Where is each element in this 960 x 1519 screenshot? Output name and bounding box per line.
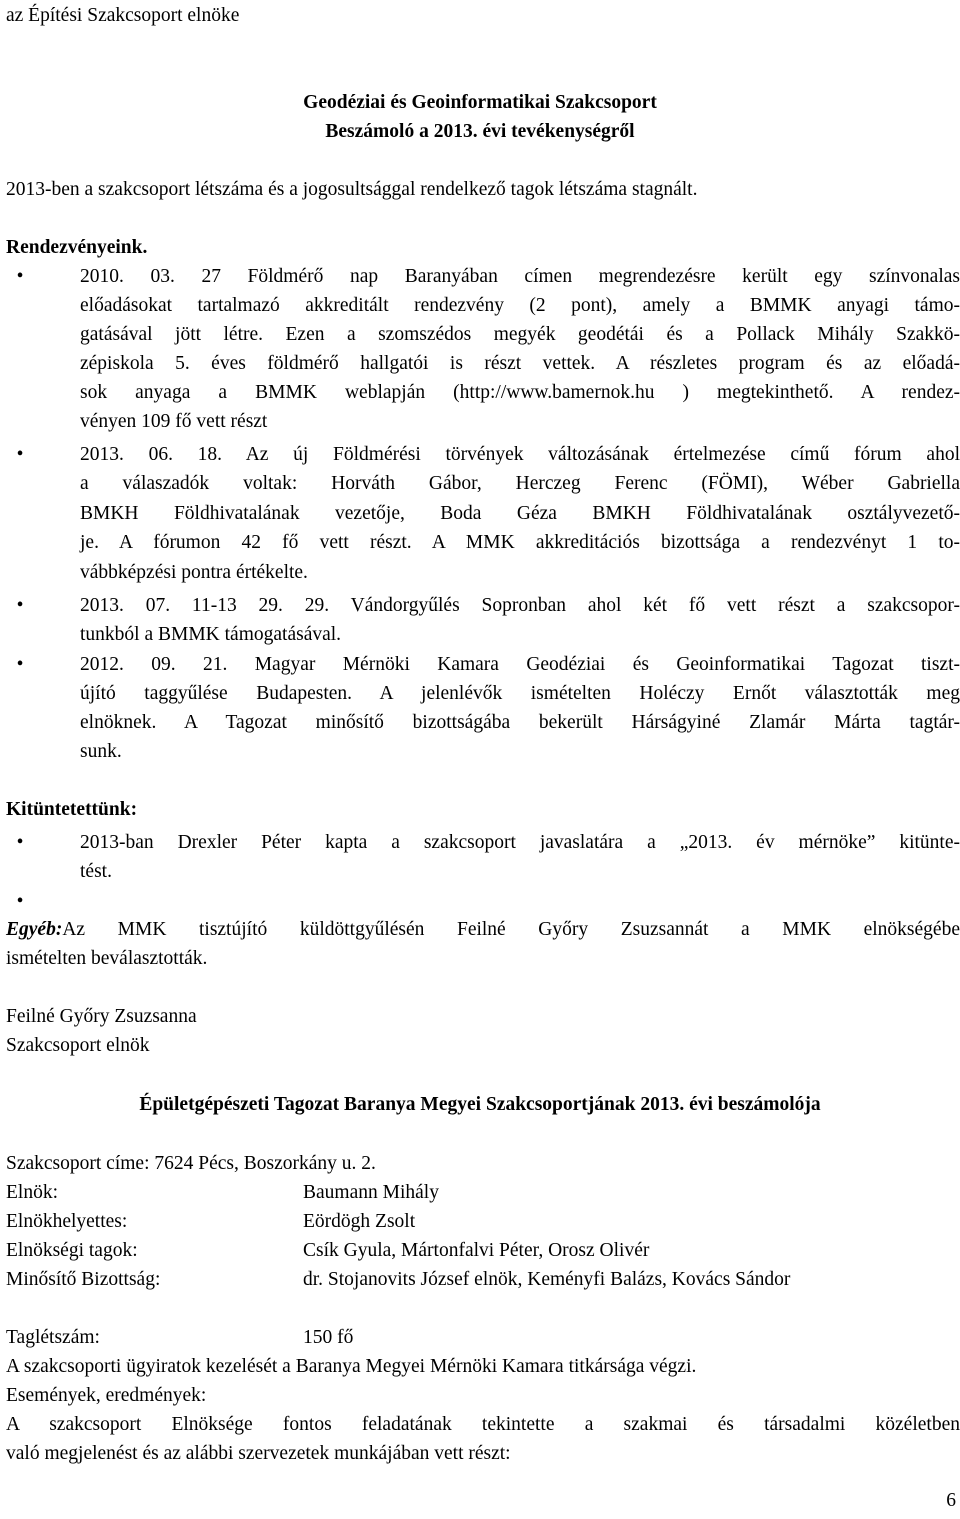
bullet1-line: vényen 109 fő vett részt [80, 411, 268, 432]
bullet4-line: sunk. [80, 741, 122, 762]
bullet-icon: • [16, 832, 24, 853]
signature-name: Feilné Győry Zsuzsanna [6, 1006, 197, 1027]
other-text: Az MMK tisztújító küldöttgyűlésén Feilné Győry Zsuzsannát a MMK elnökségébe [62, 919, 960, 940]
row-value: Baumann Mihály [303, 1182, 439, 1203]
row-label: Minősítő Bizottság: [6, 1269, 161, 1290]
bullet2-line: a válaszadók voltak: Horváth Gábor, Herczeg Ferenc (FÖMI), Wéber Gabriella [80, 473, 960, 494]
bullet2-line: BMKH Földhivatalának vezetője, Boda Géza BMKH Földhivatalának osztályvezető- [80, 503, 960, 524]
bullet-icon: • [16, 595, 24, 616]
bullet-icon: • [16, 266, 24, 287]
section1-intro: 2013-ben a szakcsoport létszáma és a jogosultsággal rendelkező tagok létszáma stagnált. [6, 179, 698, 200]
bullet1-line: zépiskola 5. éves földmérő hallgatói is részt vettek. A részletes program és az előadá- [80, 353, 960, 374]
members-label: Taglétszám: [6, 1327, 100, 1348]
other-line2: ismételten beválasztották. [6, 948, 208, 969]
row-value: dr. Stojanovits József elnök, Keményfi Balázs, Kovács Sándor [303, 1269, 791, 1290]
bullet-icon: • [16, 444, 24, 465]
row-value: Csík Gyula, Mártonfalvi Péter, Orosz Olivér [303, 1240, 650, 1261]
top-line: az Építési Szakcsoport elnöke [6, 5, 240, 26]
award-line: tést. [80, 861, 112, 882]
bullet1-line: 2010. 03. 27 Földmérő nap Baranyában címen megrendezésre került egy színvonalas [80, 266, 960, 287]
row-label: Elnök: [6, 1182, 58, 1203]
bullet1-line: sok anyaga a BMMK weblapján (http://www.bamernok.hu ) megtekinthető. A rendez- [80, 382, 960, 403]
row-label: Elnökségi tagok: [6, 1240, 138, 1261]
other-line1 [6, 915, 960, 944]
bullet4-line: elnöknek. A Tagozat minősítő bizottságába bekerült Hárságyiné Zlamár Márta tagtár- [80, 712, 960, 733]
admin-line: A szakcsoporti ügyiratok kezelését a Baranya Megyei Mérnöki Kamara titkársága végzi. [6, 1356, 697, 1377]
bullet-icon: • [16, 654, 24, 675]
bullet2-line: je. A fórumon 42 fő vett részt. A MMK akkreditációs bizottsága a rendezvényt 1 to- [80, 532, 960, 553]
bullet2-line: vábbképzési pontra értékelte. [80, 562, 308, 583]
section1-title-line1: Geodéziai és Geoinformatikai Szakcsoport [303, 92, 657, 113]
other-label: Egyéb: [6, 919, 63, 940]
section1-title-line2: Beszámoló a 2013. évi tevékenységről [325, 121, 635, 142]
events-heading: Rendezvényeink. [6, 237, 148, 258]
events-label: Események, eredmények: [6, 1385, 207, 1406]
signature-role: Szakcsoport elnök [6, 1035, 150, 1056]
row-value: Eördögh Zsolt [303, 1211, 416, 1232]
events-line2: való megjelenést és az alábbi szervezetek munkájában vett részt: [6, 1443, 511, 1464]
page-number: 6 [946, 1490, 956, 1511]
bullet3-line: 2013. 07. 11-13 29. 29. Vándorgyűlés Sopronban ahol két fő vett részt a szakcsopor- [80, 595, 960, 616]
awards-heading: Kitüntetettünk: [6, 799, 138, 820]
bullet3-line: tunkból a BMMK támogatásával. [80, 624, 342, 645]
row-label: Elnökhelyettes: [6, 1211, 128, 1232]
bullet4-line: 2012. 09. 21. Magyar Mérnöki Kamara Geodéziai és Geoinformatikai Tagozat tiszt- [80, 654, 960, 675]
members-value: 150 fő [303, 1327, 354, 1348]
events-line1: A szakcsoport Elnöksége fontos feladatának tekintette a szakmai és társadalmi közéletben [6, 1414, 960, 1435]
section2-title: Épületgépészeti Tagozat Baranya Megyei Szakcsoportjának 2013. évi beszámolója [139, 1094, 821, 1115]
bullet1-line: gatásával jött létre. Ezen a szomszédos megyék geodétái és a Pollack Mihály Szakkö- [80, 324, 960, 345]
bullet1-line: előadásokat tartalmazó akkreditált rendezvény (2 pont), amely a BMMK anyagi támo- [80, 295, 960, 316]
bullet2-line: 2013. 06. 18. Az új Földmérési törvények változásának értelmezése című fórum ahol [80, 444, 960, 465]
section2-address: Szakcsoport címe: 7624 Pécs, Boszorkány u. 2. [6, 1153, 376, 1174]
bullet4-line: újító taggyűlése Budapesten. A jelenlévők ismételten Holéczy Ernőt választották meg [80, 683, 960, 704]
award-line: 2013-ban Drexler Péter kapta a szakcsoport javaslatára a „2013. év mérnöke” kitünte- [80, 832, 960, 853]
bullet-icon: • [16, 891, 24, 912]
